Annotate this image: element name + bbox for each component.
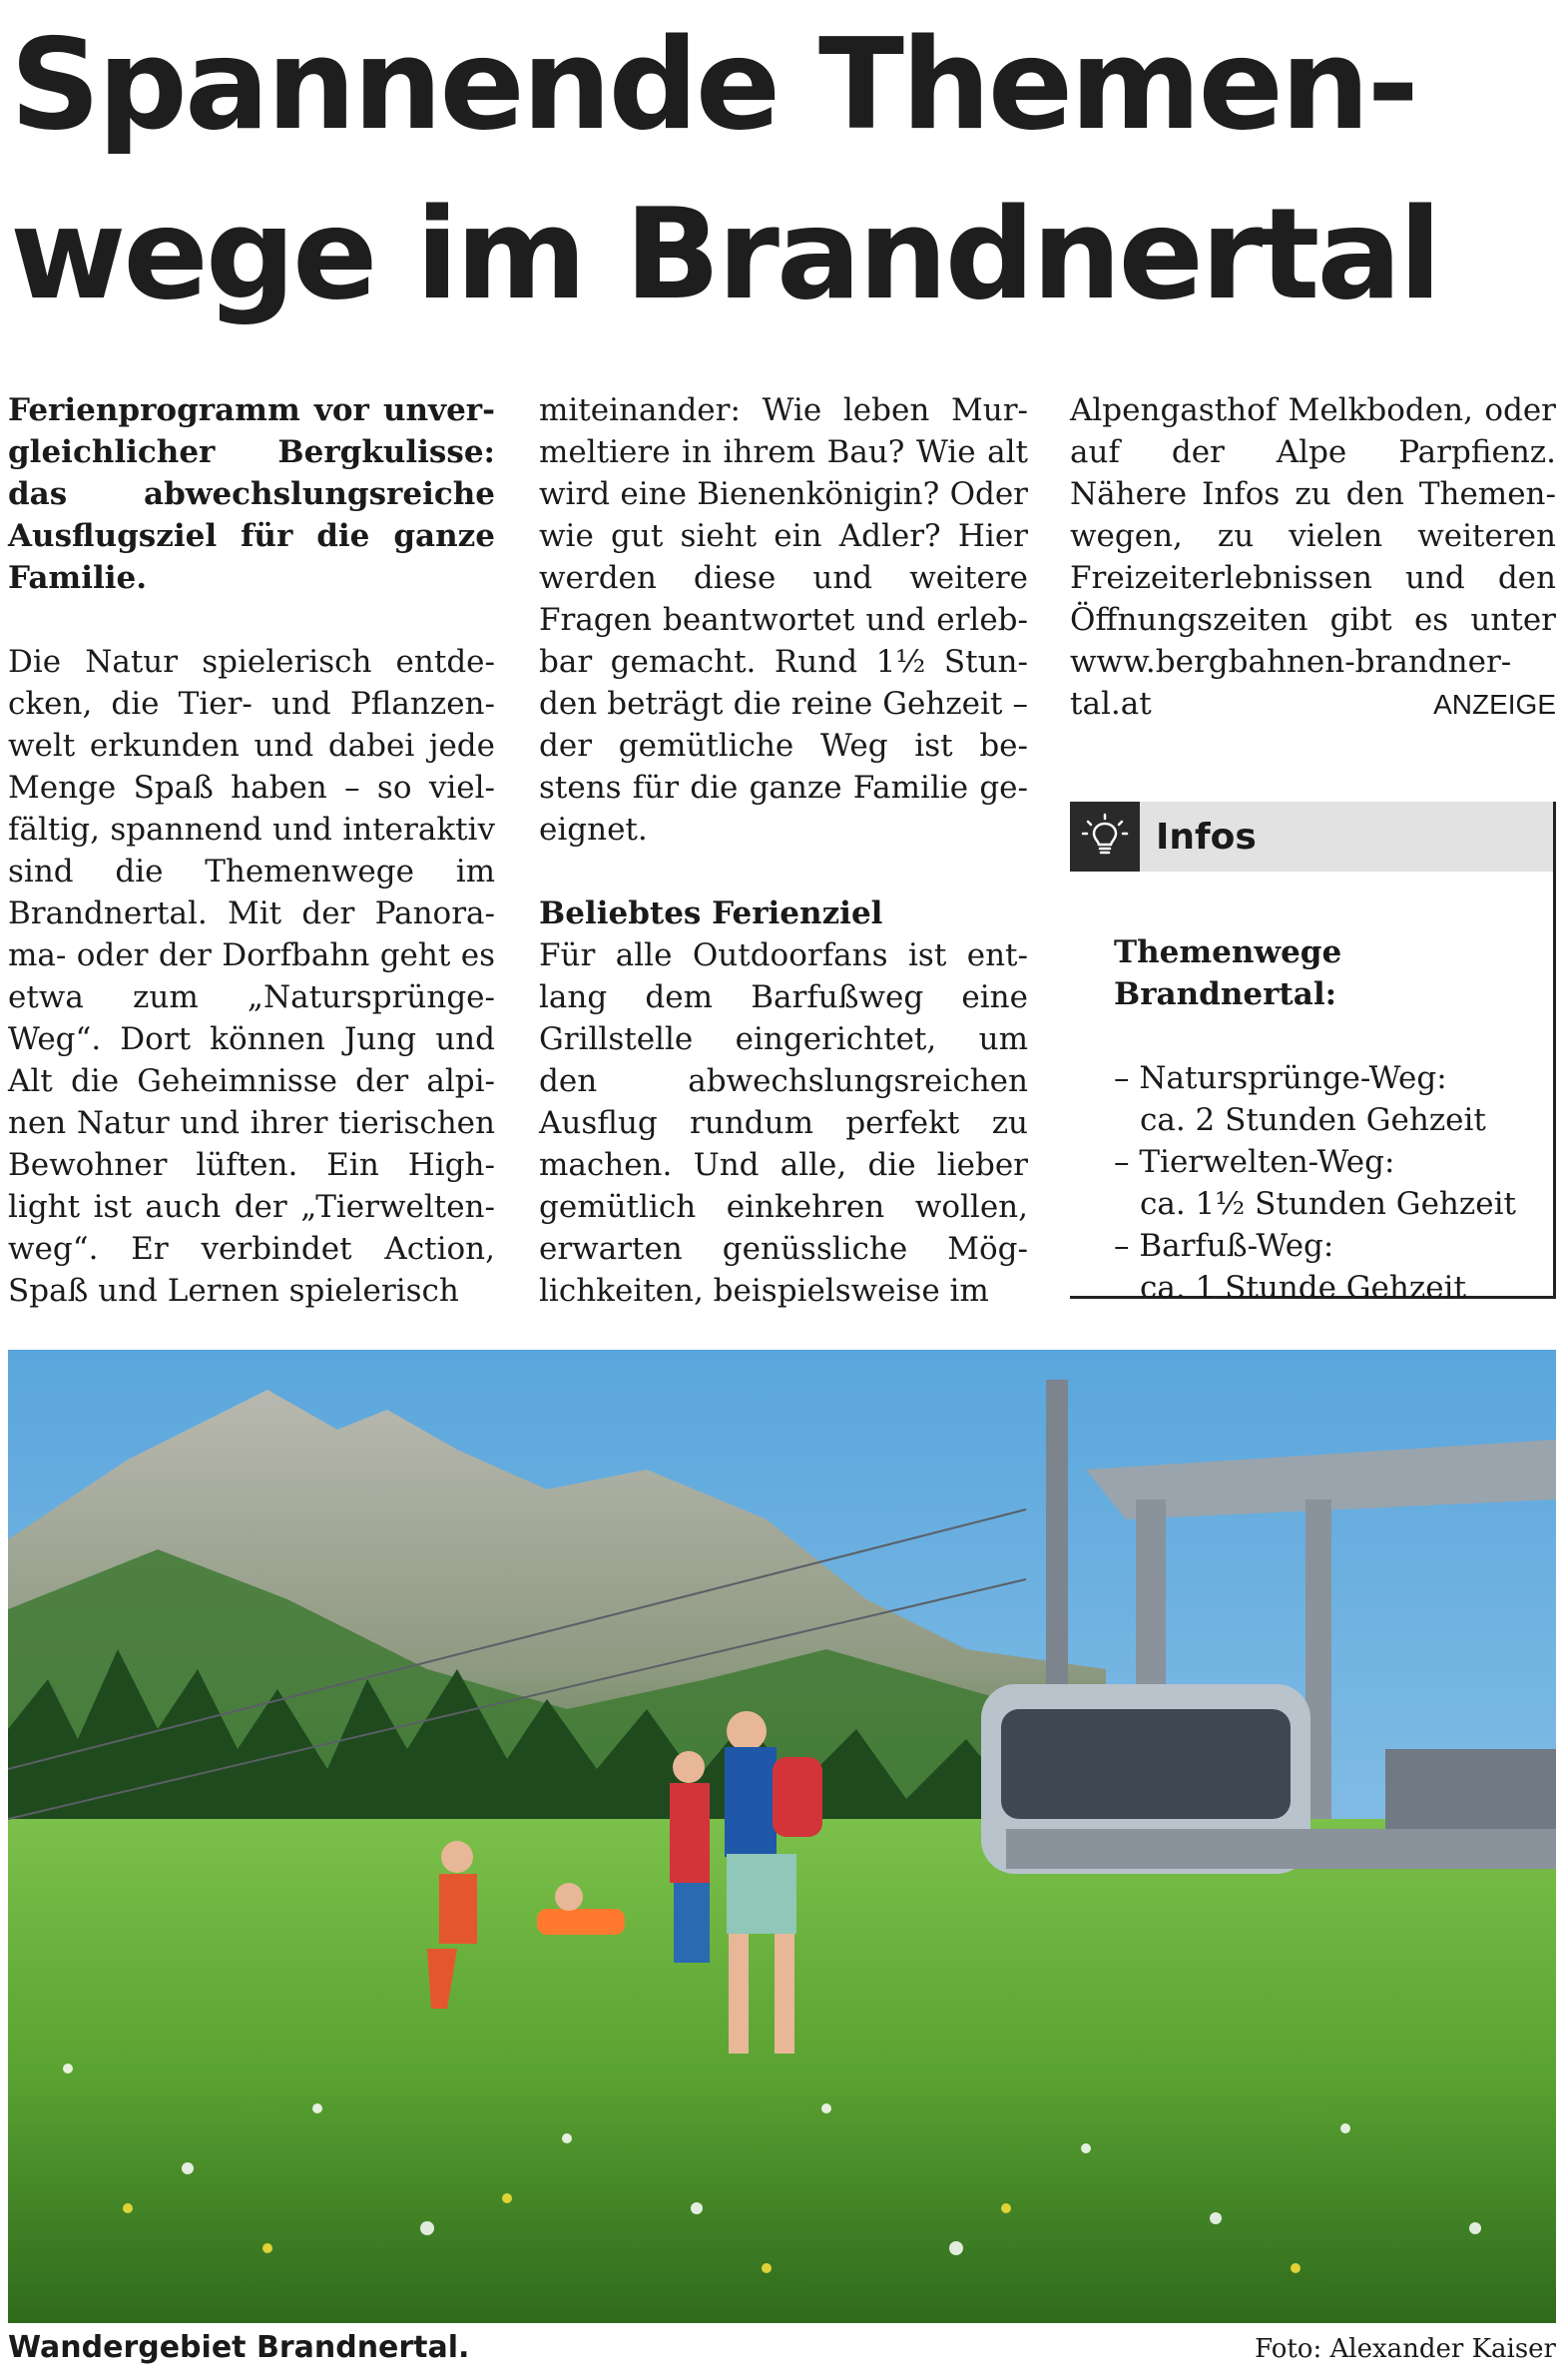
body-paragraph-4: Alpengasthof Melkboden, oder auf der Alpe Parpfienz. Nähere Infos zu den Themenwegen, zu vielen weiteren Freizeiterlebnissen und den Öffnungszeiten gibt es unter www.bergbahnen-brandnertal.at bbox=[1070, 392, 1556, 722]
info-box bbox=[1070, 802, 1556, 1306]
info-item: – Barfuß-Weg: bbox=[1114, 1228, 1334, 1264]
column-2 bbox=[539, 389, 1028, 1312]
info-list bbox=[1114, 1057, 1553, 1309]
body-paragraph-1: Die Natur spielerisch entdecken, die Tier- und Pflanzenwelt erkunden und dabei jede Menge Spaß haben – so vielfältig, spannend und interaktiv sind die Themenwege im Brandnertal. Mit der Panorama- oder der Dorfbahn geht es etwa zum „Natursprünge-Weg“. Dort können Jung und Alt die Geheimnisse der alpinen Natur und ihrer tierischen Bewohner lüften. Ein Highlight ist auch der „Tierweltenweg“. Er verbindet Action, Spaß und Lernen spielerisch bbox=[8, 644, 495, 1309]
subheading: Beliebtes Ferienziel bbox=[539, 895, 883, 931]
photo-caption: Wandergebiet Brandnertal. bbox=[8, 2330, 470, 2365]
headline-line-1: Spannende Themen- bbox=[10, 11, 1416, 158]
info-item: – Tierwelten-Weg: bbox=[1114, 1144, 1395, 1180]
info-item: ca. 1½ Stunden Gehzeit bbox=[1140, 1186, 1516, 1222]
lead-paragraph: Ferienprogramm vor unvergleichlicher Bergkulisse: das abwechslungsreiche Ausflugsziel für die ganze Familie. bbox=[8, 392, 495, 596]
photo-brandnertal bbox=[8, 1350, 1556, 2323]
info-item: ca. 2 Stunden Gehzeit bbox=[1140, 1102, 1486, 1138]
info-box-body bbox=[1070, 872, 1553, 1309]
column-1 bbox=[8, 389, 495, 1312]
info-item: ca. 1 Stunde Gehzeit bbox=[1140, 1270, 1466, 1306]
body-paragraph-3: Für alle Outdoorfans ist entlang dem Barfußweg eine Grillstelle eingerichtet, um den abwechslungsreichen Ausflug rundum perfekt zu machen. Und alle, die lieber gemütlich einkehren wollen, erwarten genüssliche Möglichkeiten, beispielsweise im bbox=[539, 937, 1028, 1309]
info-box-title: Infos bbox=[1156, 816, 1257, 858]
body-paragraph-2: miteinander: Wie leben Murmeltiere in ihrem Bau? Wie alt wird eine Bienenkönigin? Oder wie gut sieht ein Adler? Hier werden diese und weitere Fragen beantwortet und erlebbar gemacht. Rund 1½ Stunden beträgt die reine Gehzeit – der gemütliche Weg ist bestens für die ganze Familie geeignet. bbox=[539, 392, 1028, 848]
ad-label: ANZEIGE bbox=[1433, 689, 1556, 720]
headline-line-2: wege im Brandnertal bbox=[10, 181, 1439, 327]
info-box-header bbox=[1070, 802, 1553, 872]
headline bbox=[10, 0, 1557, 339]
info-box-subtitle: Themenwege Brandnertal: bbox=[1114, 934, 1342, 1012]
photo-caption-row bbox=[8, 2330, 1556, 2365]
column-3 bbox=[1070, 389, 1556, 723]
photo-credit: Foto: Alexander Kaiser bbox=[1255, 2334, 1556, 2364]
info-item: – Natursprünge-Weg: bbox=[1114, 1060, 1447, 1096]
lightbulb-icon bbox=[1070, 802, 1140, 872]
